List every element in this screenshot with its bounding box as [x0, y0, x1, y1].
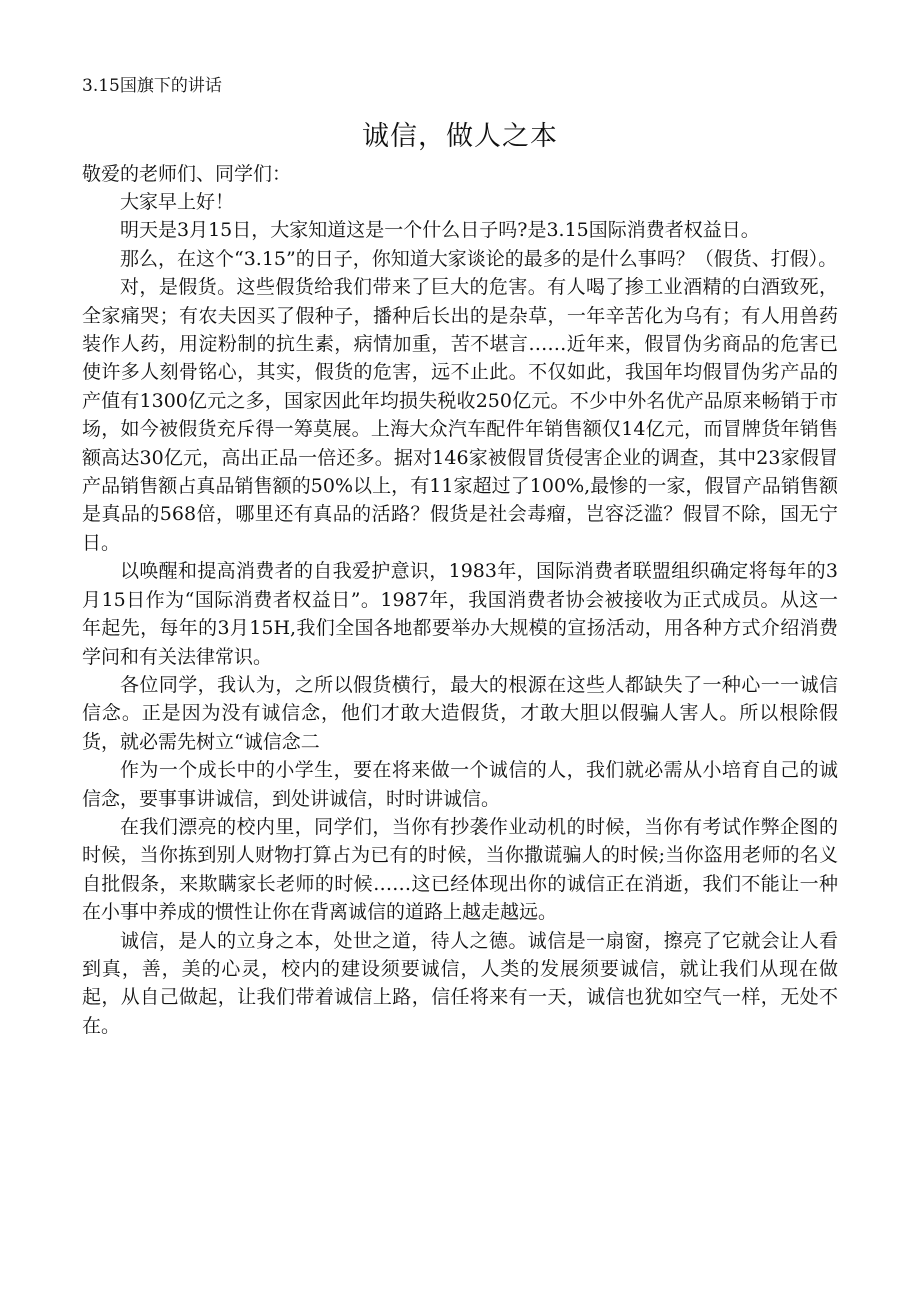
paragraph-fake-goods-harm: 对，是假货。这些假货给我们带来了巨大的危害。有人喝了掺工业酒精的白酒致死，全家痛哭；有农夫因买了假种子，播种后长出的是杂草，一年辛苦化为乌有；有人用兽药装作人药，用淀粉制的抗生素，病情加重，苦不堪言……近年来，假冒伪劣商品的危害已使许多人刻骨铭心，其实，假货的危害，远不止此。不仅如此，我国年均假冒伪劣产品的产值有1300亿元之多，国家因此年均损失税收250亿元。不少中外名优产品原来畅销于市场，如今被假货充斥得一筹莫展。上海大众汽车配件年销售额仅14亿元，而冒牌货年销售额高达30亿元，高出正品一倍还多。据对146家被假冒货侵害企业的调查，其中23家假冒产品销售额占真品销售额的50%以上，有11家超过了100%,最惨的一家，假冒产品销售额是真品的568倍，哪里还有真品的活路？假货是社会毒瘤，岂容泛滥？假冒不除，国无宁日。 [82, 276, 838, 554]
salutation: 敬爱的老师们、同学们： [82, 163, 292, 185]
document-title: 诚信，做人之本 [362, 121, 558, 152]
paragraph-integrity-root: 各位同学，我认为，之所以假货横行，最大的根源在这些人都缺失了一种心一一诚信信念。正是因为没有诚信念，他们才敢大造假货，才敢大胆以假骗人害人。所以根除假货，就必需先树立“诚信念二 [82, 673, 838, 753]
paragraph-consumer-day-history: 以唤醒和提高消费者的自我爱护意识，1983年，国际消费者联盟组织确定将每年的3月15日作为“国际消费者权益日”。1987年，我国消费者协会被接收为正式成员。从这一年起先，每年的3月15H,我们全国各地都要举办大规模的宣扬活动，用各种方式介绍消费学问和有关法律常识。 [82, 560, 838, 668]
document-label: 3.15国旗下的讲话 [82, 76, 222, 96]
paragraph-date-intro: 明天是3月15日，大家知道这是一个什么日子吗?是3.15国际消费者权益日。 [120, 219, 760, 242]
paragraph-morning-greeting: 大家早上好！ [120, 191, 235, 213]
paragraph-question: 那么，在这个“3.15”的日子，你知道大家谈论的最多的是什么事吗？（假货、打假）。 [120, 247, 838, 270]
speech-body [82, 188, 838, 1040]
paragraph-student-duty: 作为一个成长中的小学生，要在将来做一个诚信的人，我们就必需从小培育自己的诚信念，要事事讲诚信，到处讲诚信，时时讲诚信。 [82, 759, 838, 810]
paragraph-campus-examples: 在我们漂亮的校内里，同学们，当你有抄袭作业动机的时候，当你有考试作弊企图的时候，当你拣到别人财物打算占为已有的时候，当你撒谎骗人的时候;当你盗用老师的名义自批假条，来欺瞒家长老师的时候……这已经体现出你的诚信正在消逝，我们不能让一种在小事中养成的惯性让你在背离诚信的道路上越走越远。 [82, 815, 838, 924]
paragraph-conclusion: 诚信，是人的立身之本，处世之道，待人之德。诚信是一扇窗，擦亮了它就会让人看到真，善，美的心灵，校内的建设须要诚信，人类的发展须要诚信，就让我们从现在做起，从自己做起，让我们带着诚信上路，信任将来有一天，诚信也犹如空气一样，无处不在。 [82, 929, 838, 1037]
